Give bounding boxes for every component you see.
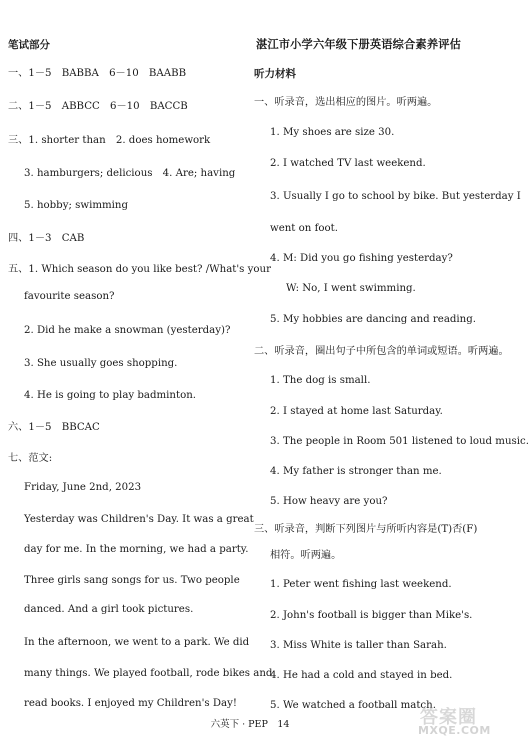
answer-line-12: 六、1－5 BBCAC [8, 422, 100, 433]
section-title-listening: 听力材料 [254, 68, 296, 80]
answer-line-10: 3. She usually goes shopping. [24, 358, 178, 369]
listening-line-16: 相符。听两遍。 [270, 550, 342, 561]
listening-line-4: 3. Usually I go to school by bike. But yesterday I [270, 191, 521, 202]
essay-date: Friday, June 2nd, 2023 [24, 482, 142, 493]
listening-line-19: 3. Miss White is taller than Sarah. [270, 640, 447, 651]
watermark-logo [416, 703, 494, 739]
listening-line-9: 二、听录音，圈出句子中所包含的单词或短语。听两遍。 [254, 346, 509, 357]
essay-line-5: In the afternoon, we went to a park. We did [24, 637, 250, 648]
listening-line-15: 三、听录音，判断下列图片与所听内容是(T)否(F) [254, 524, 478, 535]
answer-line-9: 2. Did he make a snowman (yesterday)? [24, 325, 231, 336]
essay-line-7: read books. I enjoyed my Children's Day! [24, 698, 237, 709]
answer-line-4: 3. hamburgers; delicious 4. Are; having [24, 168, 236, 179]
essay-line-6: many things. We played football, rode bikes and [24, 668, 273, 679]
answer-line-7: 五、1. Which season do you like best? /What's your [8, 264, 271, 275]
answer-line-11: 4. He is going to play badminton. [24, 390, 197, 401]
document-title: 湛江市小学六年级下册英语综合素养评估 [256, 38, 461, 51]
listening-line-2: 1. My shoes are size 30. [270, 127, 395, 138]
listening-line-21: 5. We watched a football match. [270, 700, 436, 711]
essay-line-3: Three girls sang songs for us. Two people [24, 575, 240, 586]
listening-line-3: 2. I watched TV last weekend. [270, 158, 426, 169]
listening-line-5: went on foot. [270, 223, 338, 234]
listening-line-6: 4. M: Did you go fishing yesterday? [270, 253, 453, 264]
listening-line-7: W: No, I went swimming. [286, 283, 416, 294]
answer-line-6: 四、1－3 CAB [8, 233, 85, 244]
watermark-text: 答案圈 [420, 707, 477, 728]
listening-line-8: 5. My hobbies are dancing and reading. [270, 314, 476, 325]
page-footer: 六英下 · PEP 14 [210, 719, 290, 730]
section-title-written: 笔试部分 [8, 39, 50, 51]
answer-line-5: 5. hobby; swimming [24, 200, 128, 211]
listening-line-10: 1. The dog is small. [270, 375, 371, 386]
answer-line-13: 七、范文: [8, 453, 53, 464]
essay-line-1: Yesterday was Children's Day. It was a great [24, 514, 254, 525]
listening-line-18: 2. John's football is bigger than Mike's. [270, 610, 473, 621]
listening-line-17: 1. Peter went fishing last weekend. [270, 579, 452, 590]
listening-line-13: 4. My father is stronger than me. [270, 466, 442, 477]
listening-line-11: 2. I stayed at home last Saturday. [270, 406, 443, 417]
listening-line-12: 3. The people in Room 501 listened to loud music. [270, 436, 529, 447]
answer-line-3: 三、1. shorter than 2. does homework [8, 135, 211, 146]
listening-line-20: 4. He had a cold and stayed in bed. [270, 670, 453, 681]
essay-line-4: danced. And a girl took pictures. [24, 604, 194, 615]
watermark-url: MXQE.COM [418, 724, 491, 737]
essay-line-2: day for me. In the morning, we had a party. [24, 544, 249, 555]
answer-line-1: 一、1－5 BABBA 6－10 BAABB [8, 68, 187, 79]
answer-line-8: favourite season? [24, 291, 115, 302]
listening-line-1: 一、听录音，选出相应的图片。听两遍。 [254, 97, 438, 108]
answer-line-2: 二、1－5 ABBCC 6－10 BACCB [8, 101, 188, 112]
listening-line-14: 5. How heavy are you? [270, 496, 388, 507]
